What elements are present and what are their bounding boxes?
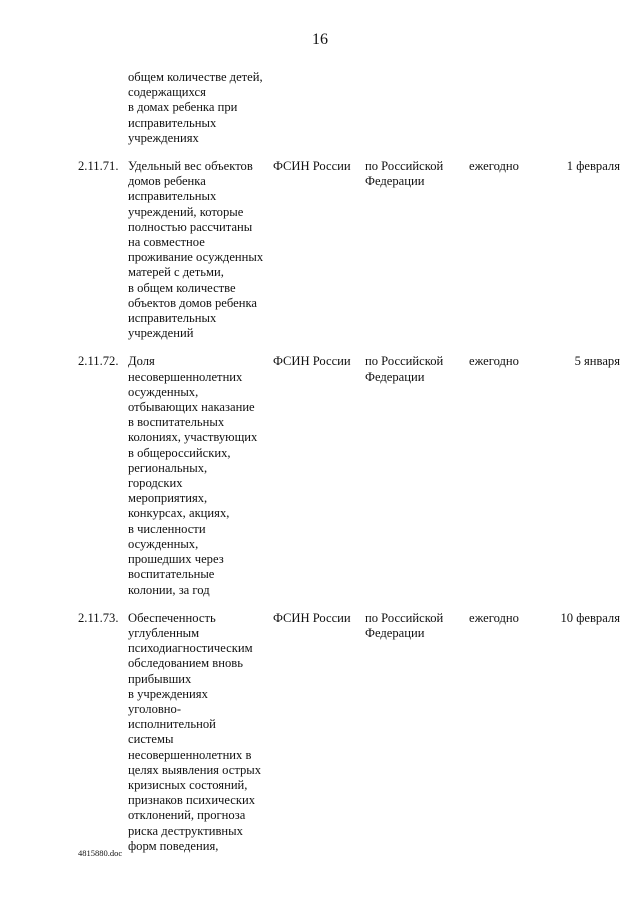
indicator-table: [0, 70, 640, 867]
responsible-agency: [273, 70, 365, 159]
row-number: [0, 70, 128, 159]
responsible-agency: ФСИН России: [273, 610, 351, 625]
periodicity: [469, 70, 535, 159]
row-number: 2.11.73.: [78, 610, 119, 625]
periodicity: ежегодно: [469, 610, 519, 625]
deadline-date: 5 января: [574, 354, 620, 369]
responsible-agency: ФСИН России: [273, 354, 351, 369]
responsible-agency: ФСИН России: [273, 159, 351, 174]
row-number: 2.11.72.: [78, 354, 119, 369]
aggregation-level: по Российской Федерации: [365, 159, 444, 189]
deadline-date: 10 февраля: [560, 610, 620, 625]
periodicity: ежегодно: [469, 354, 519, 369]
document-filename: 4815880.doc: [78, 848, 123, 858]
indicator-name: Удельный вес объектов домов ребенка исправительных учреждений, которые полностью рассчитаны на совместное проживание осужденных матерей с детьми, в общем количестве объектов домов ребенка исправительных учреждений: [128, 159, 264, 341]
page-number: 16: [312, 31, 328, 48]
indicator-name: общем количестве детей, содержащихся в домах ребенка при исправительных учреждениях: [128, 70, 263, 145]
row-number: 2.11.71.: [78, 159, 119, 174]
table-row: [0, 70, 640, 159]
table-row: [0, 354, 640, 610]
periodicity: ежегодно: [469, 159, 519, 174]
table-row: [0, 159, 640, 354]
aggregation-level: [365, 70, 469, 159]
aggregation-level: по Российской Федерации: [365, 610, 444, 640]
table-row: [0, 611, 640, 867]
deadline-date: [535, 70, 640, 159]
indicator-name: Доля несовершеннолетних осужденных, отбывающих наказание в воспитательных колониях, участвующих в общероссийских, региональных, городских мероприятиях, конкурсах, акциях, в численности осужденных, прошедших через воспитательные колонии, за год: [128, 354, 258, 597]
indicator-name: Обеспеченность углубленным психодиагностическим обследованием вновь прибывших в учреждениях уголовно- исполнительной системы несовершеннолетних в целях выявления острых кризисных состояний, признаков психических отклонений, прогноза риска деструктивных форм поведения,: [128, 610, 262, 853]
aggregation-level: по Российской Федерации: [365, 354, 444, 384]
deadline-date: 1 февраля: [566, 159, 620, 174]
